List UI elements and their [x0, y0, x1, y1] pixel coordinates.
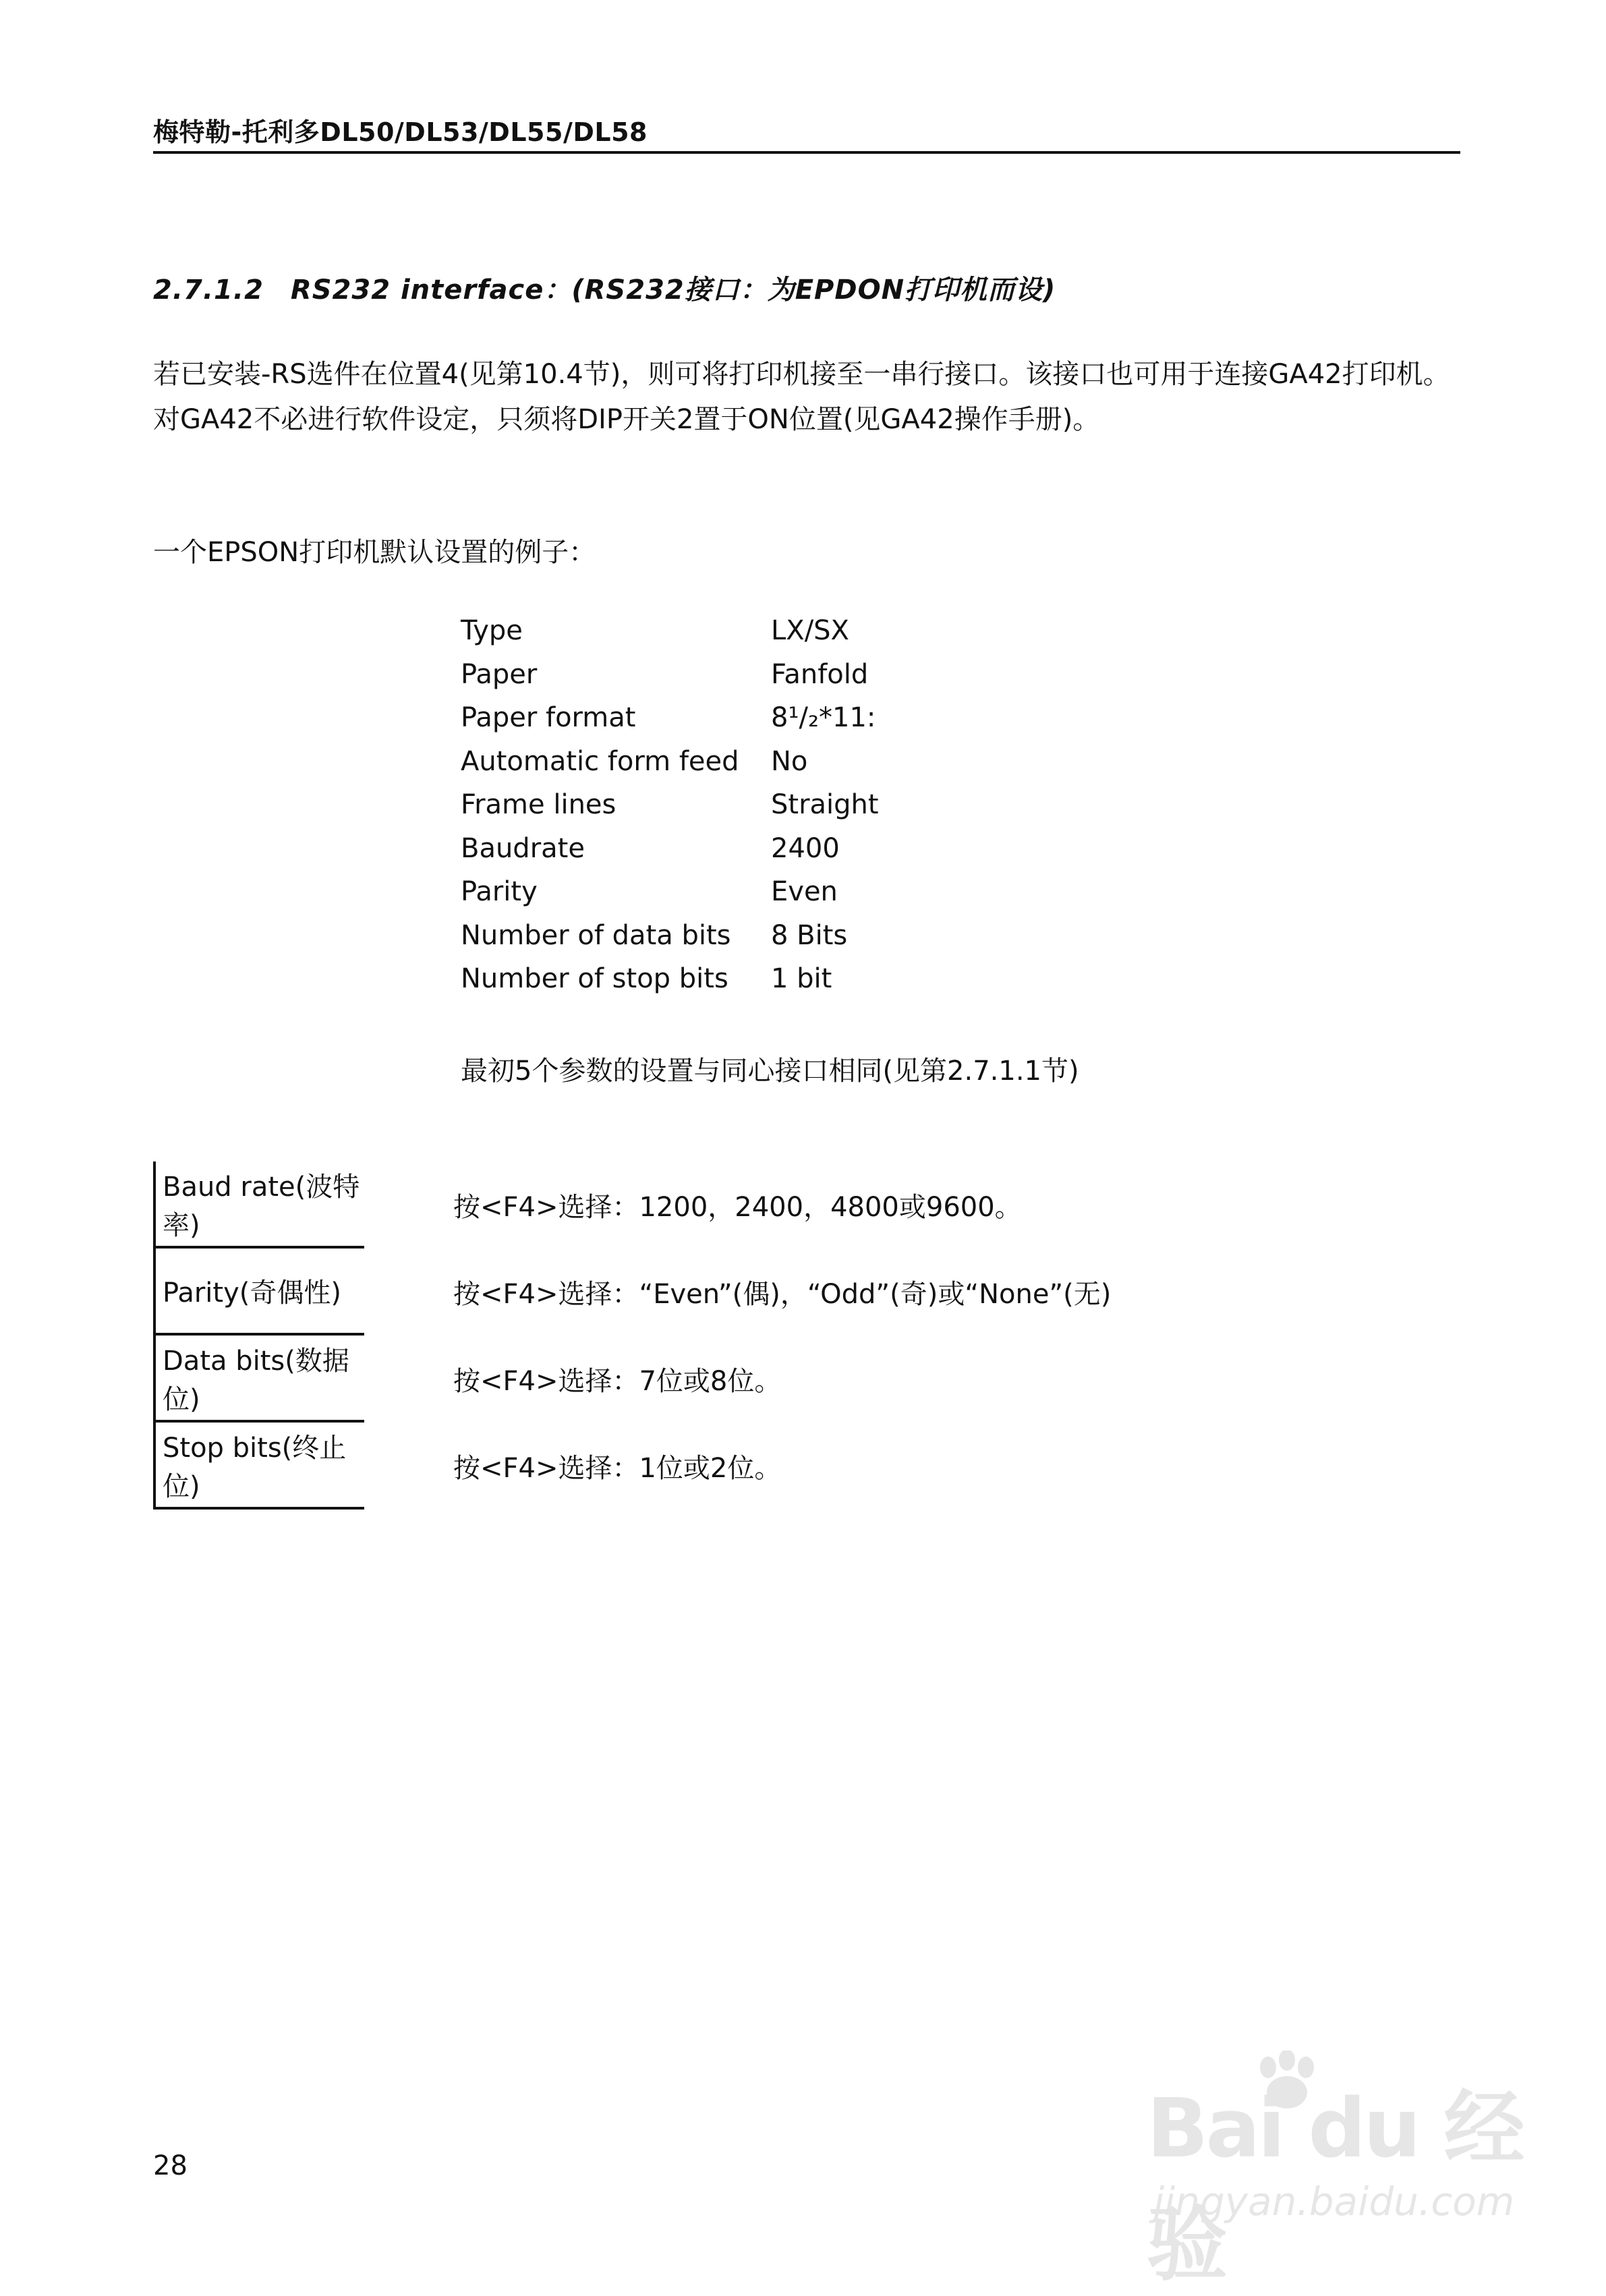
- settings-note: 最初5个参数的设置与同心接口相同(见第2.7.1.1节): [461, 1056, 1079, 1087]
- parameter-label: Data bits(数据位): [153, 1336, 364, 1423]
- setting-value: LX/SX: [771, 615, 849, 646]
- setting-value: 8 Bits: [771, 919, 848, 951]
- settings-row: [461, 659, 879, 703]
- baidu-watermark: [1147, 2050, 1524, 2292]
- parameter-label: Stop bits(终止位): [153, 1423, 364, 1510]
- settings-row: [461, 746, 879, 790]
- watermark-logo: Bai du 经验: [1147, 2082, 1522, 2292]
- settings-row: [461, 702, 879, 746]
- header-rule: [153, 151, 1460, 154]
- settings-row: [461, 876, 879, 920]
- settings-row: [461, 920, 879, 964]
- setting-key: Paper format: [461, 702, 636, 733]
- settings-row: [461, 789, 879, 833]
- parameter-description: 按<F4>选择：7位或8位。: [453, 1366, 782, 1397]
- setting-key: Frame lines: [461, 789, 616, 820]
- setting-value: Straight: [771, 789, 879, 820]
- setting-key: Type: [461, 615, 523, 646]
- settings-row: [461, 615, 879, 659]
- parameter-description: 按<F4>选择：1200，2400，4800或9600。: [453, 1192, 1022, 1223]
- setting-key: Automatic form feed: [461, 745, 739, 777]
- setting-value: 8¹/₂*11:: [771, 702, 876, 733]
- parameter-row: [153, 1423, 1232, 1510]
- parameter-row: [153, 1336, 1232, 1423]
- parameter-description: 按<F4>选择：“Even”(偶)，“Odd”(奇)或“None”(无): [453, 1279, 1112, 1310]
- section-title: RS232 interface：(RS232接口：为EPDON打印机而设): [290, 275, 1056, 306]
- watermark-url: jingyan.baidu.com: [1153, 2179, 1515, 2225]
- document-header-title: 梅特勒-托利多DL50/DL53/DL55/DL58: [153, 117, 648, 147]
- parameter-table: [153, 1161, 1232, 1510]
- default-settings-list: [461, 615, 879, 1007]
- example-intro: 一个EPSON打印机默认设置的例子：: [153, 537, 596, 568]
- setting-value: 2400: [771, 832, 840, 864]
- setting-key: Baudrate: [461, 832, 585, 864]
- settings-row: [461, 963, 879, 1007]
- parameter-row: [153, 1249, 1232, 1336]
- section-heading: [153, 268, 1056, 307]
- setting-key: Number of stop bits: [461, 963, 728, 994]
- intro-paragraph: 若已安装-RS选件在位置4(见第10.4节)，则可将打印机接至一串行接口。该接口也可用于连接GA42打印机。对GA42不必进行软件设定，只须将DIP开关2置于ON位置(见GA42操作手册)。: [153, 359, 1450, 435]
- setting-value: No: [771, 745, 808, 777]
- settings-row: [461, 833, 879, 877]
- setting-key: Number of data bits: [461, 919, 731, 951]
- parameter-row: [153, 1161, 1232, 1249]
- parameter-label: Parity(奇偶性): [153, 1249, 364, 1336]
- setting-value: Fanfold: [771, 658, 869, 690]
- setting-key: Parity: [461, 876, 538, 907]
- section-number: 2.7.1.2: [153, 275, 264, 306]
- setting-value: 1 bit: [771, 963, 832, 994]
- parameter-label: Baud rate(波特率): [153, 1161, 364, 1249]
- page-number: 28: [153, 2150, 188, 2181]
- parameter-description: 按<F4>选择：1位或2位。: [453, 1453, 782, 1484]
- setting-value: Even: [771, 876, 838, 907]
- setting-key: Paper: [461, 658, 538, 690]
